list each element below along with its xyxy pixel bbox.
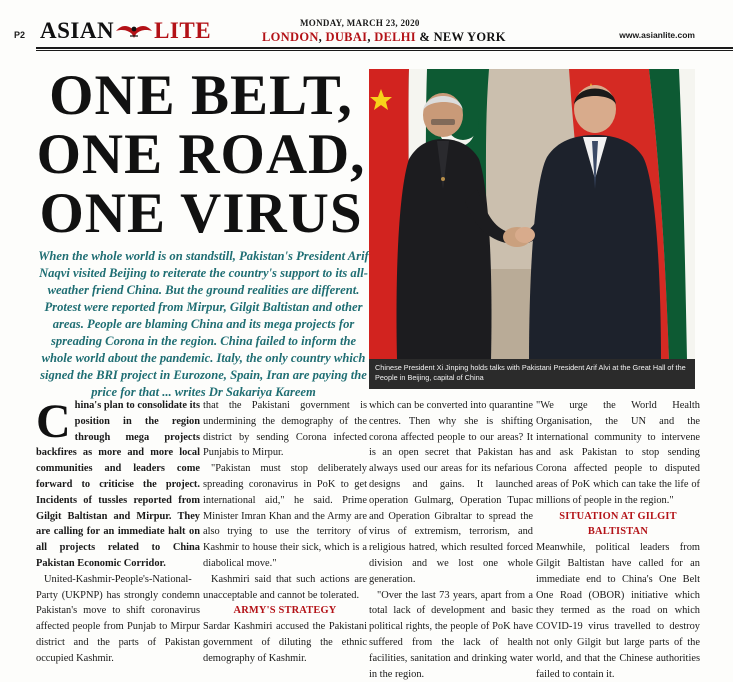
city-separator: & xyxy=(415,30,434,44)
article-photo[interactable] xyxy=(369,69,695,360)
eagle-emblem-icon xyxy=(114,20,154,38)
city-dubai: DUBAI xyxy=(325,30,368,44)
body-paragraph: "Over the last 73 years, apart from a total lack of development and basic political rights, the people of PoK have suffered from the lack of health facilities, sanitation and drinking water in the region. xyxy=(369,589,533,680)
body-paragraph: Sardar Kashmiri accused the Pakistani government of diluting the ethnic demography of Kashmir. xyxy=(203,621,367,664)
headline-line: ONE BELT, xyxy=(49,64,353,127)
logo-text-lite: LITE xyxy=(154,18,212,43)
article-column-1 xyxy=(36,395,200,664)
city-delhi: DELHI xyxy=(374,30,416,44)
section-subhead: SITUATION AT GILGIT xyxy=(559,510,677,522)
issue-date: MONDAY, MARCH 23, 2020 xyxy=(300,18,420,28)
section-subhead: BALTISTAN xyxy=(587,526,649,538)
newspaper-logo[interactable] xyxy=(40,18,211,44)
photo-caption: Chinese President Xi Jinping holds talks with Pakistani President Arif Alvi at the Great Hall of the People in Beijing, capital of China xyxy=(369,359,695,389)
article-headline xyxy=(36,66,366,243)
page-number: P2 xyxy=(14,30,26,40)
body-paragraph: which can be converted into quarantine centres. Then why she is shifting corona affected people to our areas? It is an open secret that Pakistan has always used our areas for its nefarious designs and gains. It launched operation Gulmarg, Operation Tupac and Operation Gibraltar to spread the virus of extremism, terrorism, and religious hatred, which resulted forced division and we lost one whole generation. xyxy=(369,400,533,585)
city-separator: , xyxy=(318,30,326,44)
article-column-2 xyxy=(203,398,367,664)
logo-text-asian: ASIAN xyxy=(40,18,115,43)
article-column-3 xyxy=(369,398,533,680)
drop-cap: C xyxy=(36,395,71,448)
city-separator: , xyxy=(367,30,375,44)
section-subhead: ARMY'S STRATEGY xyxy=(233,605,337,617)
city-new-york: NEW YORK xyxy=(433,30,506,44)
body-paragraph: Meanwhile, political leaders from Gilgit Baltistan have called for an immediate end to China's One Belt One Road (OBOR) initiative which they termed as the road on which COVID-19 virus travelled to destroy not only Gilgit but large parts of the world, and that the Chinese authorities failed to contain it. xyxy=(536,542,700,680)
masthead xyxy=(0,0,733,48)
article-column-4 xyxy=(536,398,700,680)
masthead-divider xyxy=(36,47,733,49)
body-paragraph: that the Pakistani government is undermining the demography of the district by sending Corona infected Punjabis to Mirpur. xyxy=(203,400,367,459)
website-link[interactable]: www.asianlite.com xyxy=(619,30,695,40)
article-standfirst: When the whole world is on standstill, Pakistan's President Arif Naqvi visited Beijing to reiterate the country's support to its all-weather friend China. But the ground realities are different. Protest were reported from Mirpur, Gilgit Baltistan and other areas. People are blaming China and its mega projects for spreading Corona in the region. China failed to inform the whole world about the pandemic. Italy, the only country which signed the BRI project in Eurozone, Spain, Iran are paying the price for that ... writes Dr Sakariya Kareem xyxy=(38,249,369,399)
handshake-photo-illustration xyxy=(369,69,695,360)
lead-paragraph-text: hina's plan to consolidate its position in the region through mega projects backfires as more and more local communities and leaders come forward to criticise the project. Incidents of tussles reported from Gilgit Baltistan and Mirpur. They are calling for an immediate halt on all projects related to China Pakistan Economic Corridor. xyxy=(36,400,200,569)
body-paragraph: Kashmiri said that such actions are unacceptable and cannot be tolerated. xyxy=(203,573,367,601)
body-paragraph: United-Kashmir-People's-National-Party (UKPNP) has strongly condemn Pakistan's move to shift coronavirus affected people from Punjab to Mirpur district and the parts of Pakistan occupied Kashmir. xyxy=(36,573,200,664)
lead-paragraph xyxy=(36,395,200,572)
headline-line: ONE VIRUS xyxy=(39,182,363,245)
edition-cities xyxy=(262,30,506,45)
body-paragraph: "Pakistan must stop deliberately spreading coronavirus in PoK to get international aid," he said. Prime Minister Imran Khan and the Army are also trying to use the territory of Kashmir to house their sick, which is a diabolical move." xyxy=(203,463,367,569)
masthead-divider-thin xyxy=(36,50,733,51)
body-paragraph: "We urge the World Health Organisation, the UN and the international community to intervene and ask Pakistan to stop sending Corona affected people to disputed areas of PoK which can take the life of millions of people in the region." xyxy=(536,400,700,506)
headline-line: ONE ROAD, xyxy=(36,123,366,186)
city-london: LONDON xyxy=(262,30,319,44)
